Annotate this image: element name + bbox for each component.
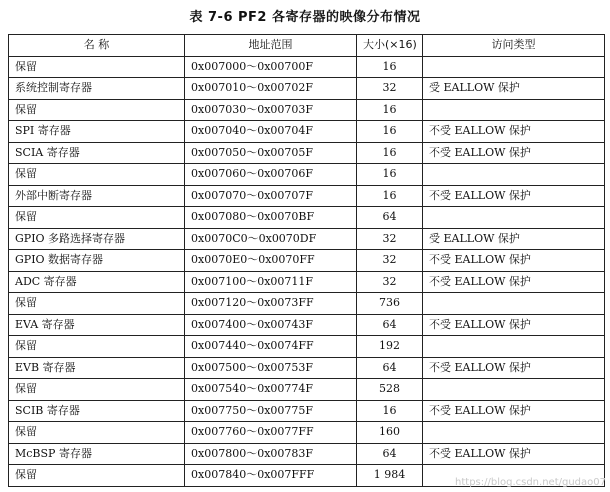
access-type-cell — [423, 422, 605, 444]
size-cell: 736 — [357, 293, 423, 315]
address-range-cell: 0x007840～0x007FFF — [185, 465, 357, 487]
size-cell: 160 — [357, 422, 423, 444]
table-row — [9, 207, 605, 229]
register-name-cell: 保留 — [9, 207, 185, 229]
size-cell: 16 — [357, 99, 423, 121]
register-name-cell: 保留 — [9, 465, 185, 487]
table-row — [9, 121, 605, 143]
access-type-cell: 不受 EALLOW 保护 — [423, 121, 605, 143]
address-range-cell: 0x007060～0x00706F — [185, 164, 357, 186]
size-cell: 192 — [357, 336, 423, 358]
address-range-cell: 0x007000～0x00700F — [185, 56, 357, 78]
address-range-cell: 0x007100～0x00711F — [185, 271, 357, 293]
table-caption: 表 7-6 PF2 各寄存器的映像分布情况 — [189, 10, 421, 25]
table-row — [9, 357, 605, 379]
table-row — [9, 99, 605, 121]
address-range-cell: 0x007080～0x0070BF — [185, 207, 357, 229]
address-range-cell: 0x007070～0x00707F — [185, 185, 357, 207]
table-body — [9, 56, 605, 486]
address-range-cell: 0x0070E0～0x0070FF — [185, 250, 357, 272]
address-range-cell: 0x007800～0x00783F — [185, 443, 357, 465]
register-name-cell: 保留 — [9, 422, 185, 444]
size-cell: 16 — [357, 121, 423, 143]
table-row — [9, 228, 605, 250]
size-cell: 16 — [357, 164, 423, 186]
table-row — [9, 400, 605, 422]
access-type-cell: 受 EALLOW 保护 — [423, 228, 605, 250]
size-cell: 64 — [357, 207, 423, 229]
access-type-cell — [423, 164, 605, 186]
register-name-cell: SCIA 寄存器 — [9, 142, 185, 164]
address-range-cell: 0x007040～0x00704F — [185, 121, 357, 143]
address-range-cell: 0x007050～0x00705F — [185, 142, 357, 164]
address-range-cell: 0x007540～0x00774F — [185, 379, 357, 401]
access-type-cell: 不受 EALLOW 保护 — [423, 142, 605, 164]
register-name-cell: GPIO 数据寄存器 — [9, 250, 185, 272]
access-type-cell — [423, 207, 605, 229]
column-header-name: 名 称 — [9, 35, 185, 57]
size-cell: 64 — [357, 357, 423, 379]
table-header-row — [9, 35, 605, 57]
access-type-cell — [423, 99, 605, 121]
table-row — [9, 142, 605, 164]
column-header-address: 地址范围 — [185, 35, 357, 57]
access-type-cell: 不受 EALLOW 保护 — [423, 400, 605, 422]
register-map-table — [8, 34, 605, 487]
access-type-cell — [423, 379, 605, 401]
size-cell: 32 — [357, 78, 423, 100]
access-type-cell: 不受 EALLOW 保护 — [423, 443, 605, 465]
table-row — [9, 422, 605, 444]
size-cell: 16 — [357, 56, 423, 78]
register-name-cell: GPIO 多路选择寄存器 — [9, 228, 185, 250]
access-type-cell — [423, 293, 605, 315]
access-type-cell: 不受 EALLOW 保护 — [423, 314, 605, 336]
size-cell: 32 — [357, 228, 423, 250]
access-type-cell — [423, 56, 605, 78]
access-type-cell: 不受 EALLOW 保护 — [423, 271, 605, 293]
column-header-size: 大小(×16) — [357, 35, 423, 57]
register-name-cell: 保留 — [9, 293, 185, 315]
register-name-cell: 保留 — [9, 336, 185, 358]
size-cell: 64 — [357, 314, 423, 336]
access-type-cell: 受 EALLOW 保护 — [423, 78, 605, 100]
register-name-cell: SCIB 寄存器 — [9, 400, 185, 422]
register-name-cell: McBSP 寄存器 — [9, 443, 185, 465]
watermark-text: https://blog.csdn.net/gudao07 — [455, 477, 606, 488]
register-name-cell: EVA 寄存器 — [9, 314, 185, 336]
address-range-cell: 0x007760～0x0077FF — [185, 422, 357, 444]
size-cell: 16 — [357, 142, 423, 164]
address-range-cell: 0x007750～0x00775F — [185, 400, 357, 422]
register-name-cell: 保留 — [9, 379, 185, 401]
table-row — [9, 314, 605, 336]
address-range-cell: 0x007030～0x00703F — [185, 99, 357, 121]
size-cell: 528 — [357, 379, 423, 401]
register-name-cell: EVB 寄存器 — [9, 357, 185, 379]
register-name-cell: ADC 寄存器 — [9, 271, 185, 293]
register-name-cell: 保留 — [9, 99, 185, 121]
size-cell: 64 — [357, 443, 423, 465]
address-range-cell: 0x007500～0x00753F — [185, 357, 357, 379]
register-name-cell: SPI 寄存器 — [9, 121, 185, 143]
table-row — [9, 164, 605, 186]
access-type-cell: 不受 EALLOW 保护 — [423, 357, 605, 379]
register-name-cell: 系统控制寄存器 — [9, 78, 185, 100]
table-row — [9, 271, 605, 293]
access-type-cell: 不受 EALLOW 保护 — [423, 250, 605, 272]
table-row — [9, 78, 605, 100]
table-row — [9, 336, 605, 358]
size-cell: 32 — [357, 250, 423, 272]
table-row — [9, 185, 605, 207]
address-range-cell: 0x007010～0x00702F — [185, 78, 357, 100]
size-cell: 16 — [357, 185, 423, 207]
table-row — [9, 379, 605, 401]
table-row — [9, 293, 605, 315]
access-type-cell: 不受 EALLOW 保护 — [423, 185, 605, 207]
table-row — [9, 56, 605, 78]
address-range-cell: 0x007440～0x0074FF — [185, 336, 357, 358]
size-cell: 1 984 — [357, 465, 423, 487]
access-type-cell — [423, 336, 605, 358]
register-name-cell: 外部中断寄存器 — [9, 185, 185, 207]
column-header-access: 访问类型 — [423, 35, 605, 57]
address-range-cell: 0x007400～0x00743F — [185, 314, 357, 336]
size-cell: 32 — [357, 271, 423, 293]
register-name-cell: 保留 — [9, 56, 185, 78]
address-range-cell: 0x0070C0～0x0070DF — [185, 228, 357, 250]
size-cell: 16 — [357, 400, 423, 422]
table-row — [9, 443, 605, 465]
table-row — [9, 250, 605, 272]
register-name-cell: 保留 — [9, 164, 185, 186]
address-range-cell: 0x007120～0x0073FF — [185, 293, 357, 315]
